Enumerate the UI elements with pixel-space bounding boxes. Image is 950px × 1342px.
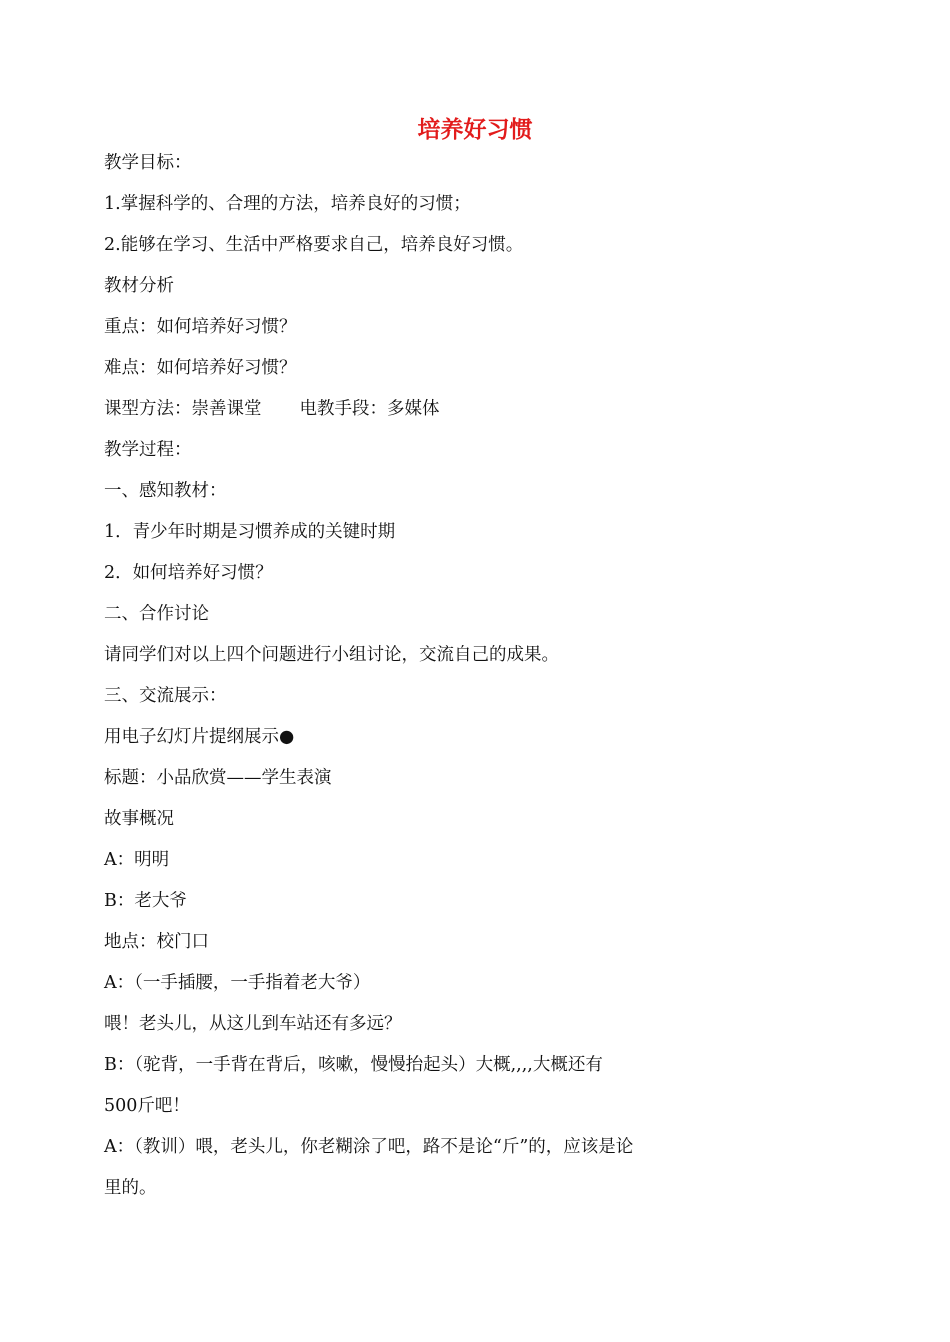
text-line: A：（教训）喂，老头儿，你老糊涂了吧，路不是论“斤”的，应该是论 xyxy=(104,1137,634,1157)
text-line: B：（驼背，一手背在背后，咳嗽，慢慢抬起头）大概,,,,大概还有 xyxy=(104,1055,603,1075)
text-line: B：老大爷 xyxy=(104,891,187,911)
text-line: 教学目标： xyxy=(104,153,192,173)
text-line: 教学过程： xyxy=(104,440,192,460)
lesson-type: 课型方法：崇善课堂 xyxy=(104,399,262,419)
text-line: 500斤吧！ xyxy=(104,1096,190,1116)
document-body xyxy=(104,148,824,1214)
text-line: 故事概况 xyxy=(104,809,174,829)
text-line: 二、合作讨论 xyxy=(104,604,209,624)
text-line: 标题：小品欣赏——学生表演 xyxy=(104,768,332,788)
text-line: A：明明 xyxy=(104,850,170,870)
text-line: 2.能够在学习、生活中严格要求自己，培养良好习惯。 xyxy=(104,235,524,255)
text-line: 重点：如何培养好习惯？ xyxy=(104,317,297,337)
document-title: 培养好习惯 xyxy=(417,116,533,143)
text-line: 1.掌握科学的、合理的方法，培养良好的习惯； xyxy=(104,194,471,214)
text-line xyxy=(104,394,824,435)
text-line: 教材分析 xyxy=(104,276,174,296)
text-line: 难点：如何培养好习惯？ xyxy=(104,358,297,378)
text-line: 三、交流展示： xyxy=(104,686,227,706)
text-line: 喂！老头儿，从这儿到车站还有多远？ xyxy=(104,1014,402,1034)
media-means: 电教手段：多媒体 xyxy=(299,399,440,419)
text-line: 2．如何培养好习惯？ xyxy=(104,563,273,583)
text-line: A：（一手插腰，一手指着老大爷） xyxy=(104,973,371,993)
text-line: 里的。 xyxy=(104,1178,157,1198)
text-line: 地点：校门口 xyxy=(104,932,209,952)
text-line: 一、感知教材： xyxy=(104,481,227,501)
text-line: 用电子幻灯片提纲展示● xyxy=(104,727,295,747)
text-line: 请同学们对以上四个问题进行小组讨论，交流自己的成果。 xyxy=(104,645,559,665)
text-line: 1．青少年时期是习惯养成的关键时期 xyxy=(104,522,396,542)
